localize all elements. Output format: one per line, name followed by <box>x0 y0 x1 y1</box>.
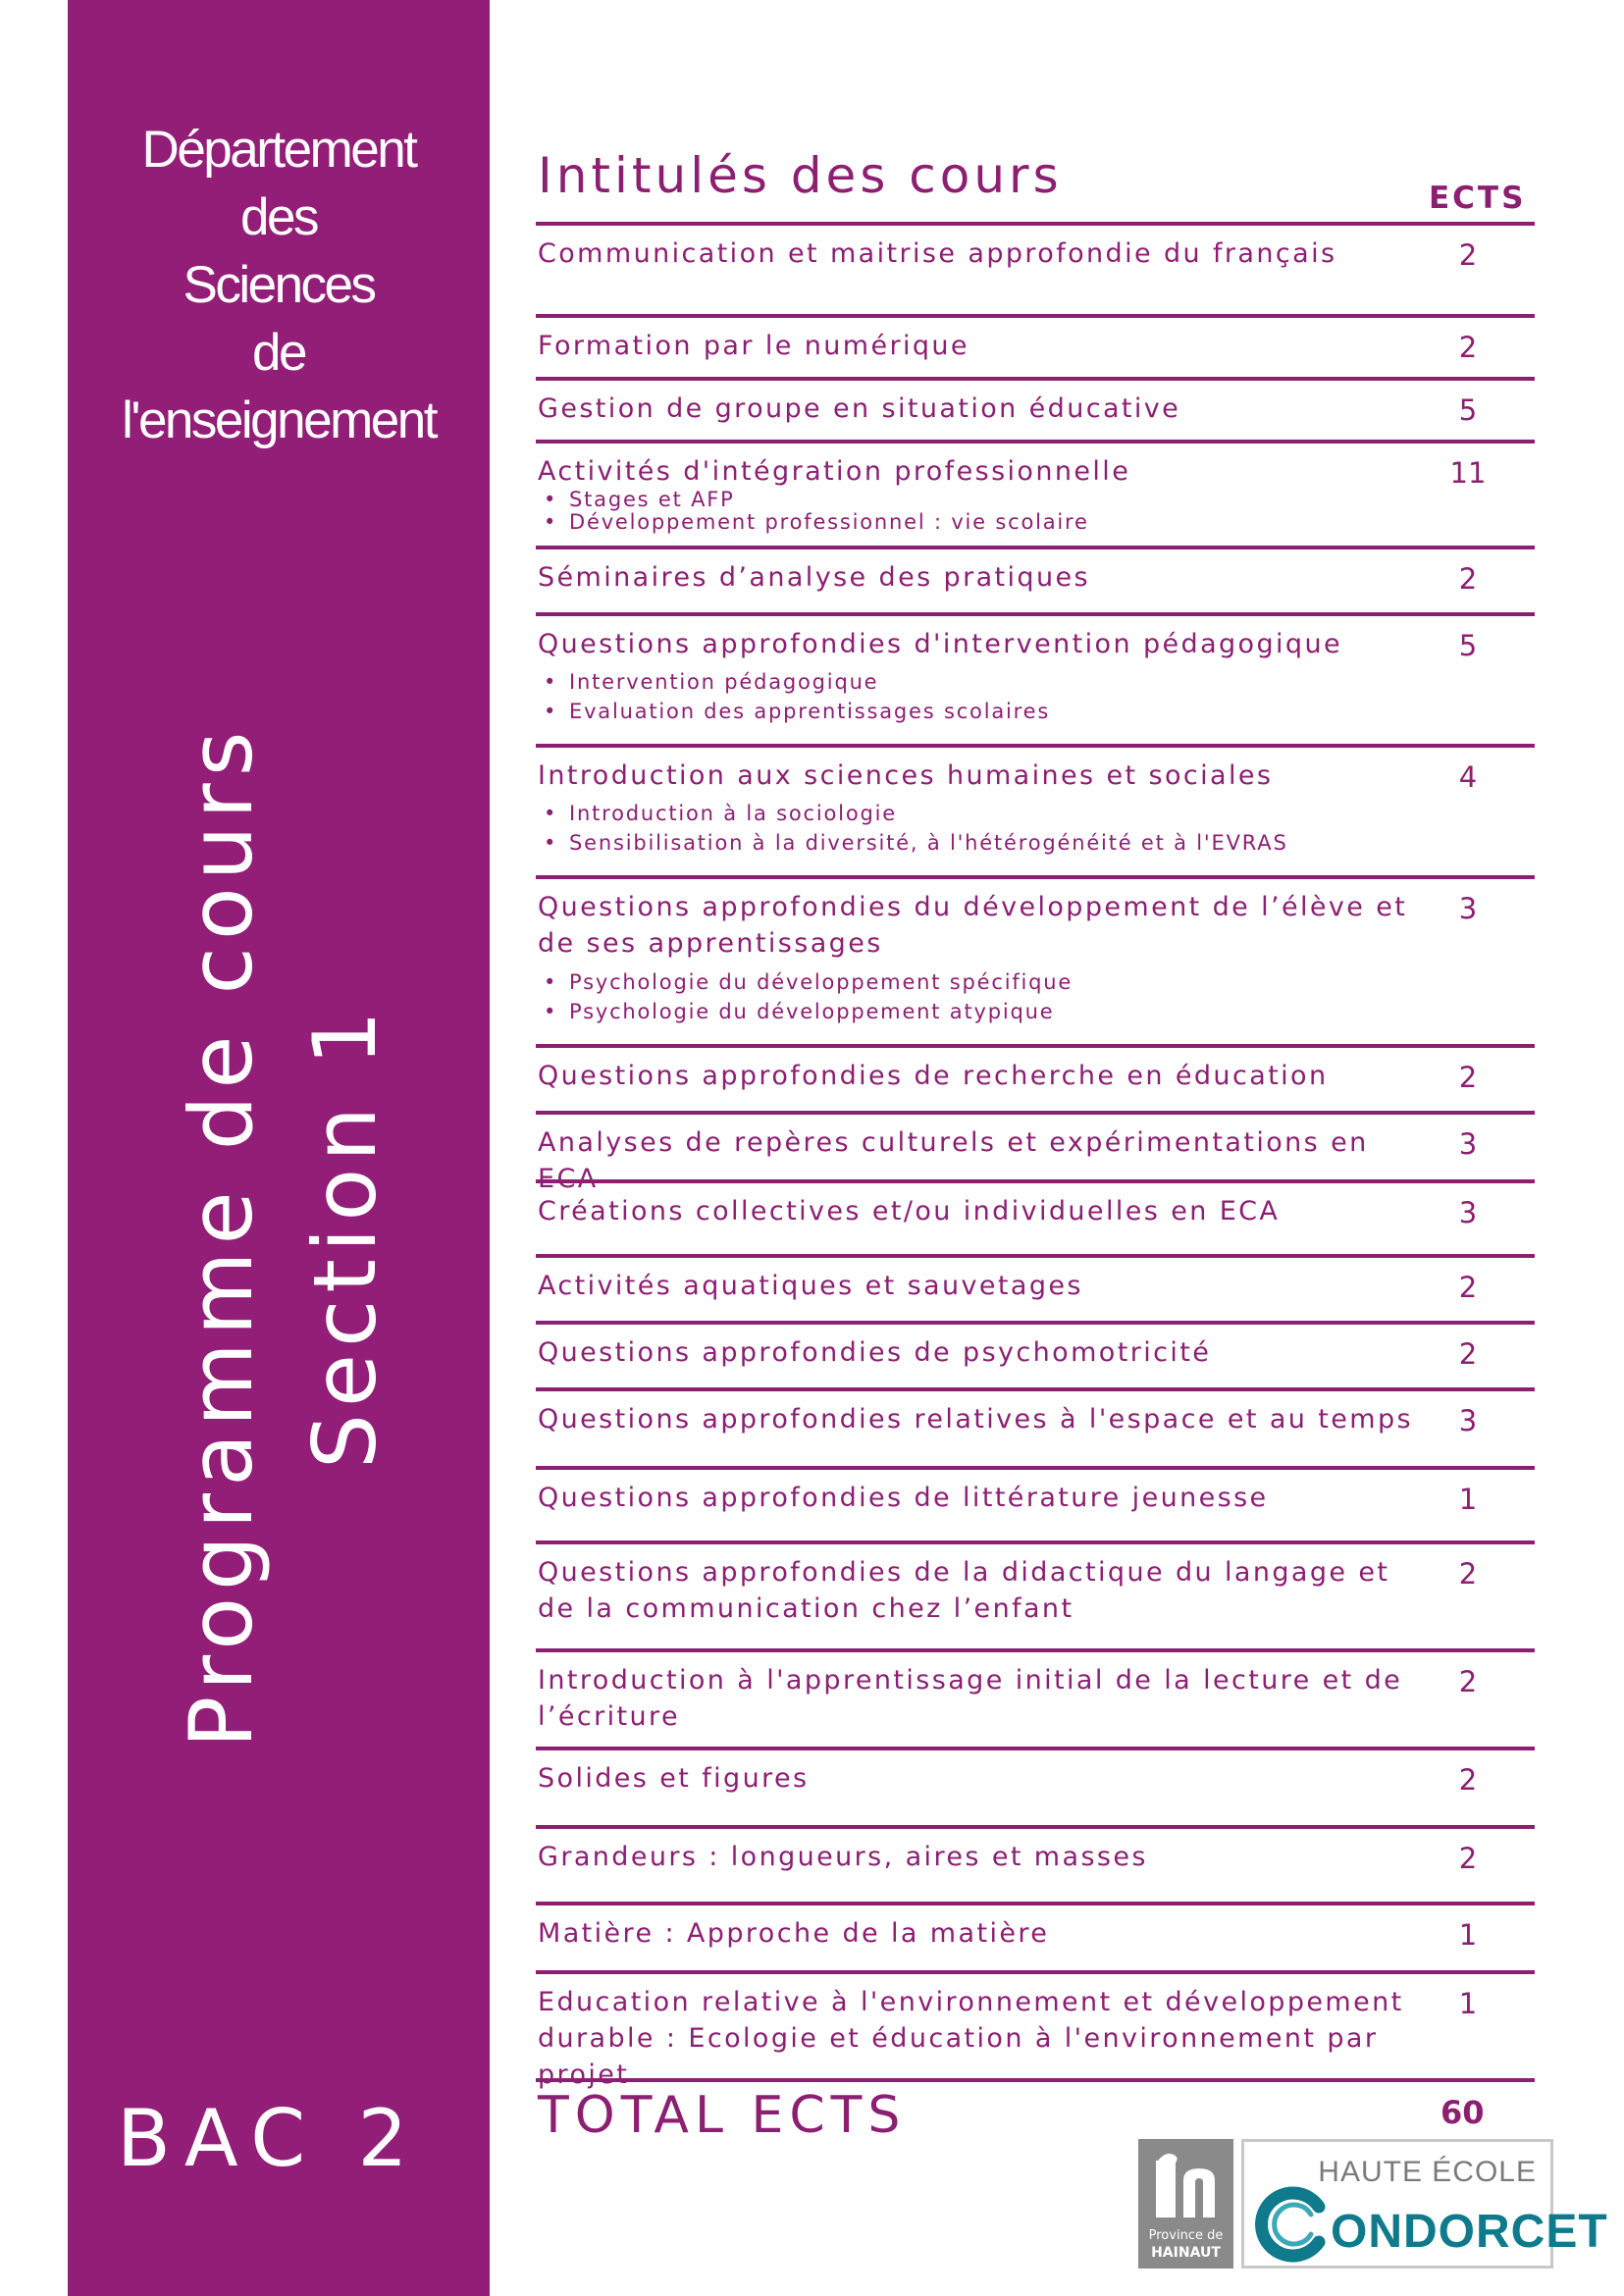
course-subitem: • Stages et AFP <box>538 489 1089 511</box>
province-hainaut-logo <box>1138 2139 1233 2269</box>
course-title-text: Activités d'intégration professionnelle <box>538 456 1131 487</box>
course-ects: 1 <box>1458 1918 1478 1952</box>
course-title-text: Questions approfondies de recherche en éducation <box>538 1061 1329 1091</box>
condorcet-c-icon <box>1254 2185 1333 2264</box>
level-label: BAC 2 <box>117 2093 422 2184</box>
course-title <box>538 559 1421 596</box>
course-ects: 11 <box>1449 456 1487 490</box>
course-subitem: • Psychologie du développement spécifique <box>538 967 1073 997</box>
school-name-text: ONDORCET <box>1331 2206 1608 2258</box>
course-title-text: Introduction aux sciences humaines et sociales <box>538 760 1274 791</box>
course-subitem: • Psychologie du développement atypique <box>538 997 1073 1026</box>
course-title <box>538 1554 1421 1627</box>
province-line2: HAINAUT <box>1151 2245 1221 2261</box>
course-ects: 3 <box>1458 1196 1478 1229</box>
course-title <box>538 391 1421 427</box>
course-title <box>538 626 1421 662</box>
course-title <box>538 1915 1421 1952</box>
program-title <box>160 599 407 1874</box>
course-title <box>538 1984 1421 2093</box>
program-title-line: Programme de cours <box>171 724 272 1748</box>
course-row <box>536 1747 1535 1825</box>
province-emblem-icon <box>1152 2151 1220 2219</box>
department-line: Département <box>141 121 416 179</box>
course-title-text: Questions approfondies relatives à l'espace et au temps <box>538 1404 1413 1435</box>
course-row <box>536 1254 1535 1321</box>
course-title <box>538 328 1421 364</box>
course-ects: 3 <box>1458 892 1478 925</box>
course-ects: 2 <box>1458 1061 1478 1094</box>
course-row <box>536 314 1535 377</box>
course-title-text: Grandeurs : longueurs, aires et masses <box>538 1842 1148 1872</box>
course-ects: 2 <box>1458 1271 1478 1304</box>
course-title-text: Questions approfondies de la didactique du langage et de la communication chez l’enfant <box>538 1557 1390 1624</box>
total-value: 60 <box>1441 2094 1485 2131</box>
course-title <box>538 1760 1421 1797</box>
course-row <box>536 1648 1535 1747</box>
course-row <box>536 744 1535 875</box>
course-ects: 2 <box>1458 1665 1478 1698</box>
course-title-text: Analyses de repères culturels et expérimentations en ECA <box>538 1127 1369 1194</box>
course-ects: 2 <box>1458 1842 1478 1875</box>
table-heading: Intitulés des cours <box>538 147 1063 204</box>
department-title <box>68 116 490 454</box>
course-ects: 1 <box>1458 1987 1478 2020</box>
total-label: TOTAL ECTS <box>538 2086 907 2145</box>
course-subitem: • Sensibilisation à la diversité, à l'hétérogénéité et à l'EVRAS <box>538 828 1288 858</box>
course-ects: 5 <box>1458 393 1478 427</box>
course-row <box>536 1540 1535 1648</box>
province-line1: Province de <box>1148 2228 1224 2243</box>
course-title <box>538 235 1421 272</box>
course-row <box>536 377 1535 440</box>
course-title <box>538 1839 1421 1875</box>
course-ects: 2 <box>1458 1557 1478 1591</box>
course-row <box>536 440 1535 546</box>
course-subitems <box>538 967 1073 1026</box>
course-row <box>536 1321 1535 1387</box>
course-title-text: Communication et maitrise approfondie du français <box>538 238 1337 269</box>
sidebar <box>68 0 490 2296</box>
course-subitem: • Développement professionnel : vie scolaire <box>538 511 1089 534</box>
course-subitem: • Intervention pédagogique <box>538 667 1050 697</box>
course-row <box>536 1970 1535 2090</box>
course-title-text: Solides et figures <box>538 1763 810 1794</box>
course-title <box>538 1193 1421 1229</box>
course-row <box>536 1179 1535 1254</box>
course-title-text: Questions approfondies d'intervention pédagogique <box>538 629 1342 659</box>
course-row <box>536 1466 1535 1540</box>
course-row <box>536 1044 1535 1111</box>
course-title-text: Matière : Approche de la matière <box>538 1918 1050 1949</box>
course-row <box>536 222 1535 316</box>
course-title-text: Créations collectives et/ou individuelles en ECA <box>538 1196 1281 1226</box>
course-title <box>538 1334 1421 1371</box>
course-row <box>536 1387 1535 1466</box>
course-ects: 5 <box>1458 629 1478 662</box>
department-line: de <box>252 324 305 382</box>
course-row <box>536 612 1535 744</box>
course-title-text: Questions approfondies de psychomotricité <box>538 1337 1212 1368</box>
course-title-text: Séminaires d’analyse des pratiques <box>538 562 1090 593</box>
course-ects: 4 <box>1458 760 1478 794</box>
course-title-text: Activités aquatiques et sauvetages <box>538 1271 1083 1301</box>
course-title <box>538 1268 1421 1304</box>
course-row <box>536 546 1535 612</box>
course-title-text: Questions approfondies du développement de l’élève et de ses apprentissages <box>538 892 1408 959</box>
course-row <box>536 875 1535 1044</box>
course-subitem: • Introduction à la sociologie <box>538 799 1288 828</box>
course-title <box>538 1058 1421 1094</box>
haute-ecole-condorcet-logo <box>1241 2139 1608 2269</box>
course-title <box>538 453 1421 490</box>
course-title <box>538 757 1421 794</box>
course-ects: 3 <box>1458 1404 1478 1437</box>
course-row <box>536 1825 1535 1902</box>
course-title-text: Questions approfondies de littérature jeunesse <box>538 1483 1269 1513</box>
course-ects: 2 <box>1458 562 1478 596</box>
department-line: des <box>240 188 317 246</box>
course-title <box>538 889 1421 962</box>
course-ects: 1 <box>1458 1483 1478 1516</box>
course-title-text: Formation par le numérique <box>538 331 969 361</box>
table-bottom-rule <box>536 2078 1535 2082</box>
program-title-line: Section 1 <box>294 1004 395 1469</box>
course-title <box>538 1480 1421 1516</box>
course-title <box>538 1401 1421 1437</box>
course-row <box>536 1902 1535 1970</box>
course-ects: 3 <box>1458 1127 1478 1161</box>
course-title-text: Education relative à l'environnement et développement durable : Ecologie et éducation à l'environnement par projet <box>538 1987 1404 2090</box>
ects-column-heading: ECTS <box>1429 181 1527 216</box>
department-line: l'enseignement <box>122 391 436 449</box>
course-subitem: • Evaluation des apprentissages scolaires <box>538 697 1050 726</box>
course-ects: 2 <box>1458 1763 1478 1797</box>
course-subitems <box>538 799 1288 858</box>
department-line: Sciences <box>183 256 375 314</box>
course-subitems <box>538 667 1050 726</box>
course-title-text: Gestion de groupe en situation éducative <box>538 393 1181 424</box>
course-subitems <box>538 489 1089 534</box>
course-row <box>536 1111 1535 1194</box>
course-ects: 2 <box>1458 1337 1478 1371</box>
course-title-text: Introduction à l'apprentissage initial de la lecture et de l’écriture <box>538 1665 1403 1732</box>
course-ects: 2 <box>1458 238 1478 272</box>
school-top-text: HAUTE ÉCOLE <box>1318 2156 1537 2188</box>
course-title <box>538 1662 1421 1735</box>
course-ects: 2 <box>1458 331 1478 364</box>
